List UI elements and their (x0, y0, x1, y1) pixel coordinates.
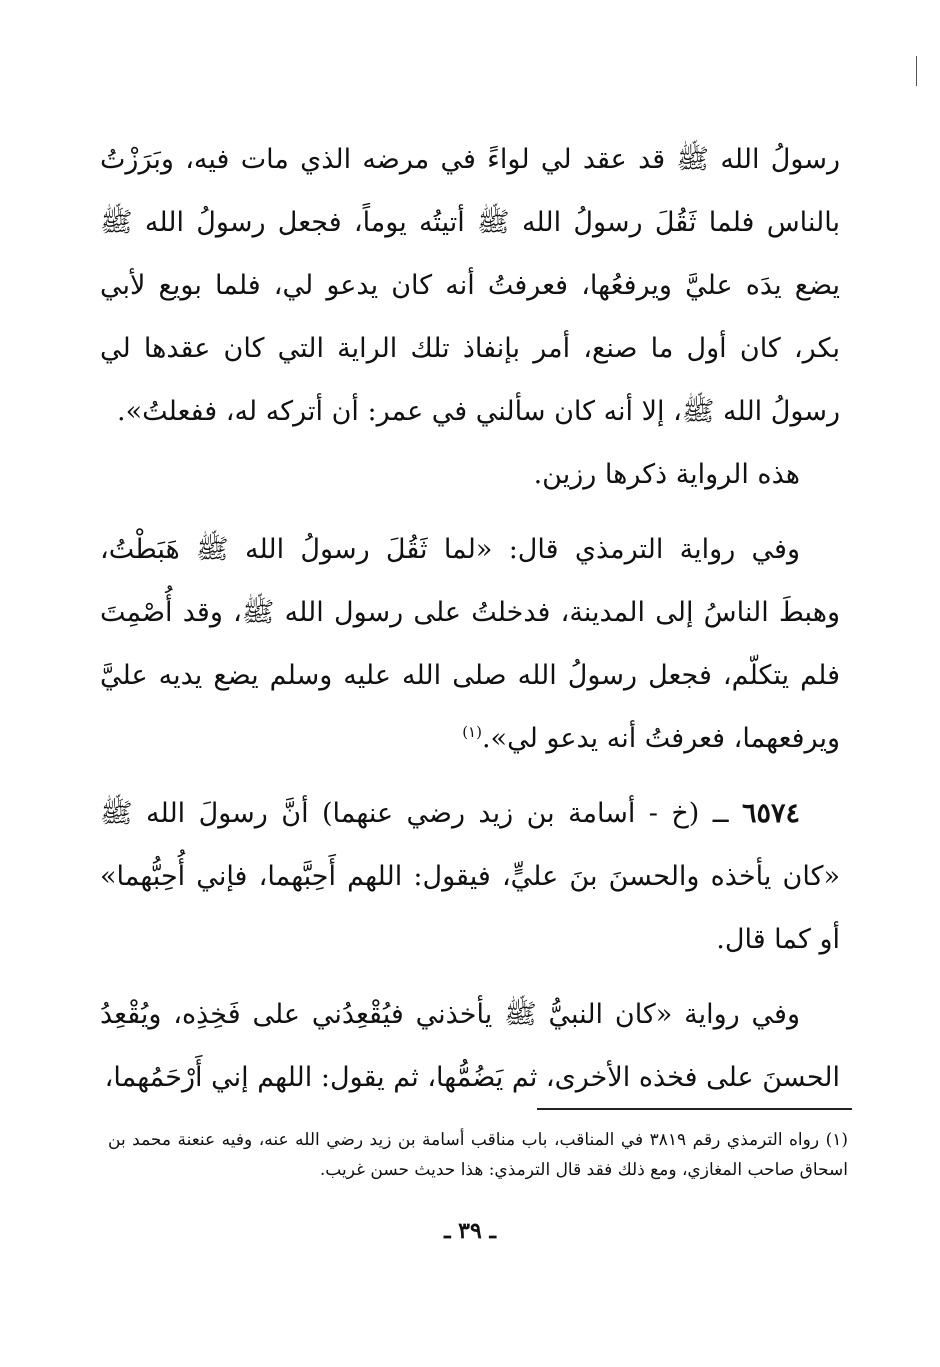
footnote-1: (١) رواه الترمذي رقم ٣٨١٩ في المناقب، باب مناقب أسامة بن زيد رضي الله عنه، وفيه عنعنة محمد بن اسحاق صاحب المغازي، ومع ذلك فقد قال الترمذي: هذا حديث حسن غريب. (108, 1130, 848, 1180)
paragraph-1: رسولُ الله ﷺ قد عقد لي لواءً في مرضه الذي مات فيه، وبَرَزْتُ بالناس فلما ثَقُلَ رسولُ الله ﷺ أتيتُه يوماً، فجعل رسولُ الله ﷺ يضع يدَه عليَّ ويرفعُها، فعرفتُ أنه كان يدعو لي، فلما بويع لأبي بكر، كان أول ما صنع، أمر بإنفاذ تلك الراية التي كان عقدها لي رسولُ الله ﷺ، إلا أنه كان سألني في عمر: أن أتركه له، ففعلتُ». (100, 144, 840, 427)
paragraph-3-text: وفي رواية الترمذي قال: «لما ثَقُلَ رسولُ الله ﷺ هَبَطْتُ، وهبطَ الناسُ إلى المدينة، فدخلتُ على رسول الله ﷺ، وقد أُصْمِتَ فلم يتكلّم، فجعل رسولُ الله صلى الله عليه وسلم يضع يديه عليَّ ويرفعهما، فعرفتُ أنه يدعو لي». (100, 534, 840, 754)
paragraph-3 (100, 518, 840, 770)
hadith-paragraph (100, 782, 840, 971)
hadith-number: ٦٥٧٤ (741, 798, 800, 829)
paragraph-2: هذه الرواية ذكرها رزين. (533, 459, 800, 490)
scan-edge-mark (916, 56, 917, 86)
hadith-text: ــ (خ - أسامة بن زيد رضي عنهما) أنَّ رسولَ الله ﷺ «كان يأخذه والحسنَ بنَ عليٍّ، فيقول: اللهم أَحِبَّهما، فإني أُحِبُّهما» أو كما قال. (100, 798, 840, 955)
page-number: ـ ٣٩ ـ (444, 1218, 496, 1244)
paragraph-5: وفي رواية «كان النبيُّ ﷺ يأخذني فيُقْعِدُني على فَخِذِه، ويُقْعِدُ الحسنَ على فخذه الأخرى، ثم يَضُمُّها، ثم يقول: اللهم إني أَرْحَمُهما، (100, 999, 840, 1093)
footnotes (108, 1125, 848, 1185)
footnote-reference: (١) (462, 723, 482, 741)
footnote-divider (537, 1108, 852, 1110)
main-text (100, 128, 840, 1109)
